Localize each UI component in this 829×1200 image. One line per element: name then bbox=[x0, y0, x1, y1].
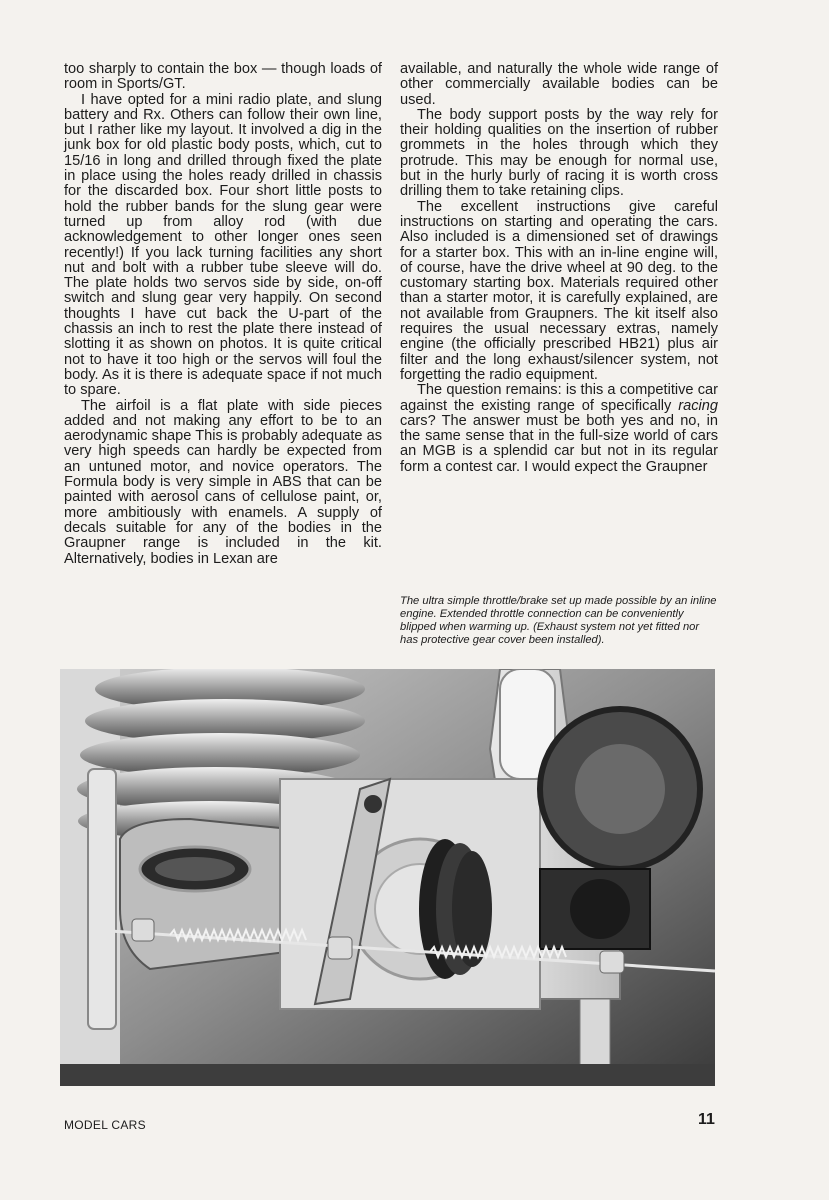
page-number: 11 bbox=[698, 1111, 715, 1128]
paragraph: The airfoil is a flat plate with side pieces added and not making any effort to be to an aerodynamic shape This is probably adequate as very high speeds can hardly be expected from an untuned motor, and novice operators. The Formula body is very simple in ABS that can be painted with aerosol cans of cellulose paint, or, more ambitiously with enamels. A supply of decals suitable for any of the bodies in the Graupner range is included in the kit. Alternatively, bodies in Lexan are bbox=[64, 397, 382, 567]
text-run: cars? The answer must be both yes and no, in the same sense that in the full-size world of cars an MGB is a splendid car but not in its regular form a contest car. I would expect the Graupner bbox=[400, 412, 718, 475]
paragraph: I have opted for a mini radio plate, and slung battery and Rx. Others can follow their own line, but I rather like my layout. It involved a dig in the junk box for old plastic body posts, which, cut to 15/16 in long and drilled through fixed the plate in place using the holes ready drilled in chassis for the discarded box. Four short little posts to hold the rubber bands for the slung gear were turned up from alloy rod (with due acknowledgement to other longer ones seen recently!) If you lack turning facilities any short nut and bolt with a rubber tube sleeve will do. The plate holds two servos side by side, on-off switch and slung gear very happily. On second thoughts I have cut back the U-part of the chassis an inch to rest the plate there instead of slotting it as shown on photos. It is quite critical not to have it too high or the servos will foul the body. As it is there is adequate space if not much to spare. bbox=[64, 91, 382, 399]
right-text-column bbox=[400, 62, 718, 475]
paragraph: available, and naturally the whole wide range of other commercially available bodies can be used. bbox=[400, 61, 718, 108]
paragraph: The excellent instructions give careful instructions on starting and operating the cars. Also included is a dimensioned set of drawings for a starter box. This with an in-line engine will, of course, have the drive wheel at 90 deg. to the customary starting box. Materials required other than a starter motor, it is carefully explained, are not available from Graupners. The kit itself also requires the usual necessary extras, namely engine (the officially prescribed HB21) plus air filter and the long exhaust/silencer system, not forgetting the radio equipment. bbox=[400, 198, 718, 383]
paragraph: too sharply to contain the box — though loads of room in Sports/GT. bbox=[64, 61, 382, 93]
photo-caption: The ultra simple throttle/brake set up made possible by an inline engine. Extended throttle connection can be conveniently blipped when warming up. (Exhaust system not yet fitted nor has protective gear cover been installed). bbox=[400, 595, 717, 646]
paragraph bbox=[400, 383, 718, 475]
text-run: The question remains: is this a competitive car against the existing range of specifically bbox=[400, 382, 718, 414]
engine-photo bbox=[60, 669, 715, 1086]
paragraph: The body support posts by the way rely for their holding qualities on the insertion of rubber grommets in the holes through which they protrude. This may be enough for normal use, but in the hurly burly of racing it is worth cross drilling them to take retaining clips. bbox=[400, 106, 718, 200]
left-text-column bbox=[64, 62, 382, 567]
emphasis: racing bbox=[678, 397, 718, 414]
magazine-name: MODEL CARS bbox=[64, 1118, 146, 1132]
clutch-bell bbox=[419, 839, 492, 979]
engine-photo-illustration bbox=[60, 669, 715, 1086]
